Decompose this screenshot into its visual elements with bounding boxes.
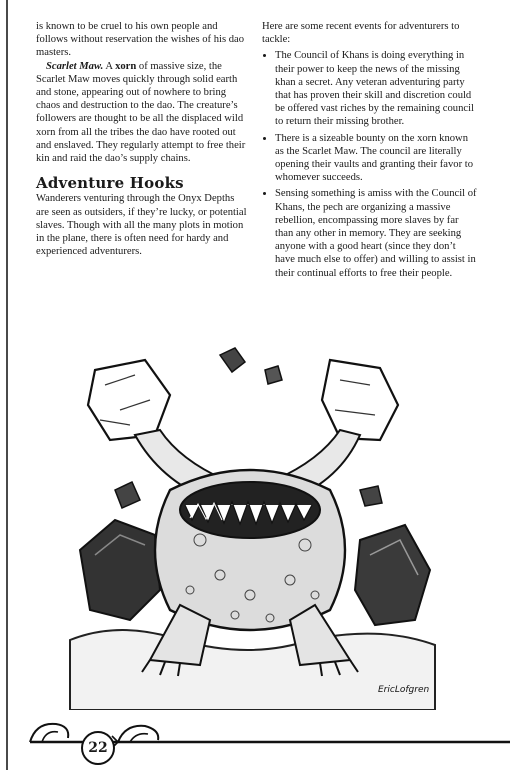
hook-item: • Sensing something is amiss with the Council of Khans, the pech are organizing a massive rebellion, encompassing more slaves by far than any other in memory. They are seeking anyone with a good heart (since they don’t have much else to offer) and willing to assist in their continual efforts to free their people. — [275, 187, 478, 279]
footer-ornament — [0, 712, 510, 770]
paragraph-scarlet-maw — [36, 60, 248, 166]
hook-item: • There is a sizeable bounty on the xorn known as the Scarlet Maw. The council are literally opening their vaults and granting their favor to whomever succeeds. — [275, 132, 478, 185]
artist-signature: EricLofgren — [378, 685, 430, 695]
maw-description: of massive size, the Scarlet Maw moves quickly through solid earth and stone, appearing out of nowhere to bring chaos and destruction to the dao. The creature’s followers are thought to be all the displaced wild xorn from all the tribes the dao have rooted out and enslaved. They regularly attempt to free their kin and raid the dao’s supply chains. — [36, 60, 246, 165]
maw-pre: A — [103, 60, 116, 72]
xorn-illustration — [60, 340, 440, 710]
paragraph-khan: is known to be cruel to his own people and follows without reservation the wishes of his dao masters. — [36, 21, 245, 59]
section-heading-adventure-hooks: Adventure Hooks — [36, 174, 184, 193]
paragraph-wanderers: Wanderers venturing through the Onyx Depths are seen as outsiders, if they’re lucky, or potential slaves. Though with all the many plots in motion in the plane, there is often need for hardy and experienced adventurers. — [36, 193, 247, 258]
page-edge-rule — [6, 0, 8, 770]
hooks-intro: Here are some recent events for adventurers to tackle: — [262, 21, 460, 46]
right-column — [262, 20, 478, 283]
scarlet-maw-label: Scarlet Maw. — [46, 60, 104, 72]
left-column — [36, 20, 248, 258]
hooks-list — [262, 49, 478, 279]
hook-item: • The Council of Khans is doing everything in their power to keep the news of the missing khan a secret. Any veteran adventuring party that has proven their skill and discretion could be offered vast riches by the remaining council to return their missing brother. — [275, 49, 478, 128]
xorn-term: xorn — [115, 60, 137, 72]
page-number: 22 — [81, 731, 115, 765]
